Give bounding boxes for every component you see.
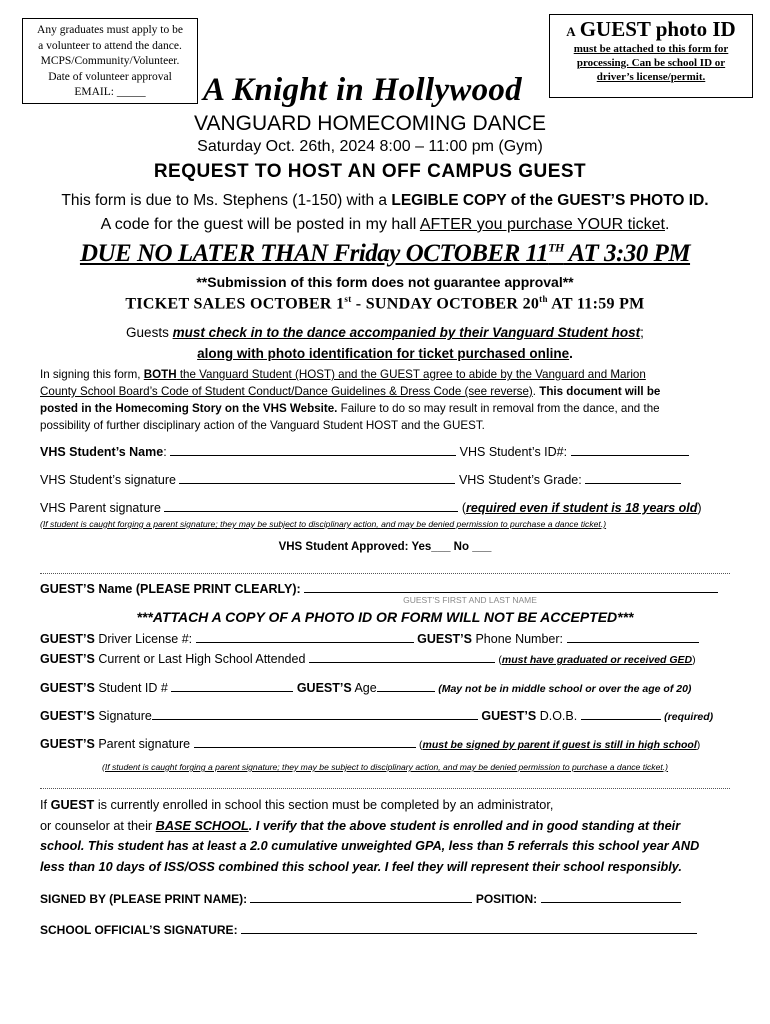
- guest-license-label: Driver License #:: [94, 632, 193, 646]
- section-divider: [40, 573, 730, 574]
- student-signature-field[interactable]: [179, 472, 455, 484]
- photo-id-prefix: A: [566, 24, 576, 39]
- student-name-field[interactable]: [170, 444, 456, 456]
- guest-age-label: Age: [351, 681, 377, 695]
- guest-name-field[interactable]: [304, 581, 718, 593]
- guest-phone-label: Phone Number:: [471, 632, 564, 646]
- parent-signature-label: VHS Parent signature: [40, 501, 161, 515]
- guest-name-row: [40, 581, 730, 596]
- signed-by-label: SIGNED BY (PLEASE PRINT NAME):: [40, 892, 248, 906]
- guest-signature-label: Signature: [94, 709, 152, 723]
- dance-name: VANGUARD HOMECOMING DANCE: [194, 112, 546, 135]
- student-signature-label: VHS Student’s signature: [40, 473, 176, 487]
- attach-id-warning: ***ATTACH A COPY OF A PHOTO ID OR FORM WILL NOT BE ACCEPTED***: [136, 609, 634, 625]
- request-title: REQUEST TO HOST AN OFF CAMPUS GUEST: [153, 161, 587, 182]
- photo-id-notice-box: [549, 14, 753, 98]
- guest-phone-field[interactable]: [567, 631, 699, 643]
- volunteer-email-line: EMAIL: _____: [74, 86, 146, 98]
- student-name-row: VHS Student’s Name: VHS Student’s ID#:: [40, 444, 730, 459]
- deadline-banner: DUE NO LATER THAN Friday OCTOBER 11TH AT 3:30 PM: [79, 240, 691, 267]
- student-forging-note: (If student is caught forging a parent signature; they may be subject to disciplinary action, and may be denied permission to purchase a dance ticket.): [40, 519, 607, 529]
- volunteer-line: Any graduates must apply to be: [37, 24, 183, 36]
- student-id-field[interactable]: [571, 444, 689, 456]
- student-grade-field[interactable]: [585, 472, 681, 484]
- photo-id-line: driver’s license/permit.: [596, 71, 706, 83]
- official-signature-label: SCHOOL OFFICIAL’S SIGNATURE:: [40, 923, 238, 937]
- volunteer-line: a volunteer to attend the dance.: [38, 39, 182, 52]
- guest-student-id-label: Student ID #: [94, 681, 168, 695]
- admin-verification-paragraph: If GUEST is currently enrolled in school this section must be completed by an administrator, or counselor at their BASE SCHOOL. I verify that the above student is enrolled and in good standing at their school. This student has at least a 2.0 cumulative unweighted GPA, less than 5 referrals this school year AND less than 10 days of ISS/OSS combined this school year. I feel they will represent their school responsibly.: [40, 798, 700, 874]
- position-field[interactable]: [541, 891, 681, 903]
- guest-school-row: GUEST’S Current or Last High School Attended (must have graduated or received GED): [40, 652, 696, 666]
- guest-name-label: GUEST’S Name (PLEASE PRINT CLEARLY):: [40, 582, 301, 596]
- guest-signature-row: GUEST’S Signature GUEST’S D.O.B. (required): [40, 709, 714, 723]
- guest-parent-row: GUEST’S Parent signature (must be signed by parent if guest is still in high school): [40, 737, 701, 751]
- dance-date: Saturday Oct. 26th, 2024 8:00 – 11:00 pm (Gym): [197, 138, 543, 155]
- guest-school-label: Current or Last High School Attended: [94, 652, 306, 666]
- guest-student-id-field[interactable]: [171, 680, 293, 692]
- event-title: A Knight in Hollywood: [203, 72, 522, 108]
- guest-dob-note: (required): [664, 711, 714, 723]
- guest-checkin-note: Guests must check in to the dance accompanied by their Vanguard Student host;: [126, 325, 644, 340]
- guest-license-row: GUEST’S Driver License #: GUEST’S Phone Number:: [40, 631, 730, 646]
- due-instructions: This form is due to Ms. Stephens (1-150) with a LEGIBLE COPY of the GUEST’S PHOTO ID.: [61, 192, 709, 209]
- student-id-label: VHS Student’s ID#:: [459, 445, 568, 459]
- guest-school-note: must have graduated or received GED: [501, 654, 693, 666]
- ticket-sales-dates: TICKET SALES OCTOBER 1st - SUNDAY OCTOBER 20th AT 11:59 PM: [125, 294, 645, 313]
- parent-signature-note: required even if student is 18 years old: [466, 501, 698, 515]
- volunteer-notice-box: [22, 18, 198, 104]
- section-divider: [40, 788, 730, 789]
- guest-age-field[interactable]: [377, 680, 435, 692]
- guest-parent-note: must be signed by parent if guest is still in high school: [422, 739, 697, 751]
- guest-name-hint: GUEST’S FIRST AND LAST NAME: [403, 595, 537, 605]
- position-label: POSITION:: [475, 892, 538, 906]
- guest-dob-label: D.O.B.: [536, 709, 578, 723]
- guest-parent-label: Parent signature: [94, 737, 191, 751]
- volunteer-line: Date of volunteer approval: [48, 70, 172, 83]
- guest-forging-note: (If student is caught forging a parent signature; they may be subject to disciplinary action, and may be denied permission to purchase a dance ticket.): [101, 762, 669, 772]
- photo-id-title: GUEST photo ID: [579, 17, 736, 41]
- guest-parent-field[interactable]: [194, 736, 416, 748]
- student-grade-label: VHS Student’s Grade:: [458, 473, 582, 487]
- approval-disclaimer: **Submission of this form does not guarantee approval**: [196, 274, 574, 290]
- parent-signature-field[interactable]: [164, 500, 458, 512]
- guest-dob-field[interactable]: [581, 708, 661, 720]
- parent-signature-row: VHS Parent signature (required even if student is 18 years old): [40, 501, 702, 515]
- photo-id-line: must be attached to this form for: [573, 43, 729, 55]
- student-signature-row: [40, 472, 730, 487]
- code-instructions: A code for the guest will be posted in my hall AFTER you purchase YOUR ticket.: [100, 216, 670, 233]
- guest-license-field[interactable]: [196, 631, 414, 643]
- official-signature-field[interactable]: [241, 922, 697, 934]
- agreement-paragraph: In signing this form, BOTH the Vanguard Student (HOST) and the GUEST agree to abide by the Vanguard and Marion County School Board’s Code of Student Conduct/Dance Guidelines & Dress Code (see reverse). This document will be posted in the Homecoming Story on the VHS Website. Failure to do so may result in removal from the dance, and the possibility of further disciplinary action of the Vanguard Student HOST and the GUEST.: [40, 368, 661, 432]
- guest-signature-field[interactable]: [152, 708, 478, 720]
- student-name-label: VHS Student’s Name: [40, 445, 164, 459]
- guest-school-field[interactable]: [309, 651, 495, 663]
- student-approval: VHS Student Approved: Yes___ No ___: [278, 541, 492, 553]
- guest-id-row: GUEST’S Student ID # GUEST’S Age (May not be in middle school or over the age of 20): [40, 681, 692, 695]
- official-signature-row: [40, 922, 730, 937]
- photo-id-line: processing. Can be school ID or: [576, 57, 726, 69]
- signed-by-field[interactable]: [250, 891, 472, 903]
- signed-by-row: [40, 891, 730, 906]
- guest-age-note: (May not be in middle school or over the age of 20): [438, 683, 692, 695]
- volunteer-line: MCPS/Community/Volunteer.: [40, 55, 180, 67]
- guest-id-note: along with photo identification for ticket purchased online.: [197, 346, 573, 361]
